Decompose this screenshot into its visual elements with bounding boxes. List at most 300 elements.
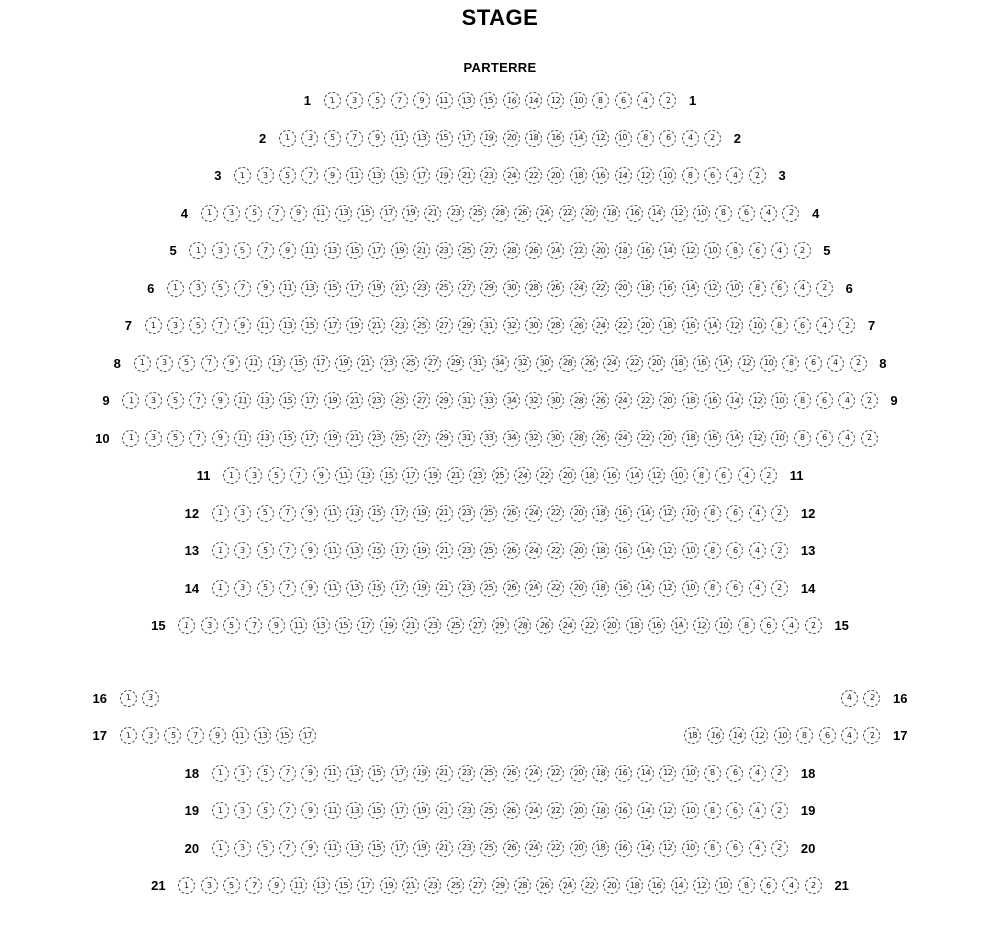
seat[interactable] — [301, 765, 318, 782]
seat[interactable] — [458, 280, 475, 297]
seat[interactable] — [368, 505, 385, 522]
seat[interactable] — [547, 167, 564, 184]
seat[interactable] — [301, 280, 318, 297]
seat[interactable] — [782, 877, 799, 894]
seat[interactable] — [704, 392, 721, 409]
seat[interactable] — [346, 280, 363, 297]
seat[interactable] — [738, 355, 755, 372]
seat[interactable] — [324, 765, 341, 782]
seat[interactable] — [547, 840, 564, 857]
seat[interactable] — [257, 802, 274, 819]
seat[interactable] — [346, 317, 363, 334]
seat[interactable] — [648, 877, 665, 894]
seat[interactable] — [570, 317, 587, 334]
seat[interactable] — [547, 92, 564, 109]
seat[interactable] — [749, 542, 766, 559]
seat[interactable] — [615, 167, 632, 184]
seat[interactable] — [782, 355, 799, 372]
seat[interactable] — [189, 242, 206, 259]
seat[interactable] — [682, 505, 699, 522]
seat[interactable] — [257, 392, 274, 409]
seat[interactable] — [145, 317, 162, 334]
seat[interactable] — [704, 542, 721, 559]
seat[interactable] — [469, 617, 486, 634]
seat[interactable] — [536, 877, 553, 894]
seat[interactable] — [805, 617, 822, 634]
seat[interactable] — [178, 877, 195, 894]
seat[interactable] — [729, 727, 746, 744]
seat[interactable] — [234, 542, 251, 559]
seat[interactable] — [469, 467, 486, 484]
seat[interactable] — [424, 205, 441, 222]
seat[interactable] — [279, 392, 296, 409]
seat[interactable] — [771, 505, 788, 522]
seat[interactable] — [458, 802, 475, 819]
seat[interactable] — [368, 280, 385, 297]
seat[interactable] — [738, 467, 755, 484]
seat[interactable] — [122, 430, 139, 447]
seat[interactable] — [626, 877, 643, 894]
seat[interactable] — [187, 727, 204, 744]
seat[interactable] — [368, 167, 385, 184]
seat[interactable] — [402, 617, 419, 634]
seat[interactable] — [547, 802, 564, 819]
seat[interactable] — [324, 580, 341, 597]
seat[interactable] — [760, 355, 777, 372]
seat[interactable] — [458, 430, 475, 447]
seat[interactable] — [715, 877, 732, 894]
seat[interactable] — [749, 392, 766, 409]
seat[interactable] — [313, 617, 330, 634]
seat[interactable] — [659, 130, 676, 147]
seat[interactable] — [212, 765, 229, 782]
seat[interactable] — [503, 167, 520, 184]
seat[interactable] — [682, 242, 699, 259]
seat[interactable] — [324, 280, 341, 297]
seat[interactable] — [525, 317, 542, 334]
seat[interactable] — [637, 92, 654, 109]
seat[interactable] — [480, 802, 497, 819]
seat[interactable] — [838, 430, 855, 447]
seat[interactable] — [794, 242, 811, 259]
seat[interactable] — [816, 317, 833, 334]
seat[interactable] — [514, 467, 531, 484]
seat[interactable] — [299, 727, 316, 744]
seat[interactable] — [682, 430, 699, 447]
seat[interactable] — [413, 580, 430, 597]
seat[interactable] — [693, 205, 710, 222]
seat[interactable] — [704, 242, 721, 259]
seat[interactable] — [424, 877, 441, 894]
seat[interactable] — [615, 505, 632, 522]
seat[interactable] — [525, 505, 542, 522]
seat[interactable] — [436, 130, 453, 147]
seat[interactable] — [279, 840, 296, 857]
seat[interactable] — [525, 167, 542, 184]
seat[interactable] — [234, 430, 251, 447]
seat[interactable] — [368, 580, 385, 597]
seat[interactable] — [503, 505, 520, 522]
seat[interactable] — [749, 802, 766, 819]
seat[interactable] — [458, 840, 475, 857]
seat[interactable] — [603, 617, 620, 634]
seat[interactable] — [368, 130, 385, 147]
seat[interactable] — [413, 840, 430, 857]
seat[interactable] — [346, 392, 363, 409]
seat[interactable] — [313, 877, 330, 894]
seat[interactable] — [234, 392, 251, 409]
seat[interactable] — [469, 355, 486, 372]
seat[interactable] — [726, 505, 743, 522]
seat[interactable] — [850, 355, 867, 372]
seat[interactable] — [648, 205, 665, 222]
seat[interactable] — [458, 92, 475, 109]
seat[interactable] — [458, 765, 475, 782]
seat[interactable] — [682, 580, 699, 597]
seat[interactable] — [693, 467, 710, 484]
seat[interactable] — [671, 877, 688, 894]
seat[interactable] — [324, 167, 341, 184]
seat[interactable] — [503, 580, 520, 597]
seat[interactable] — [547, 505, 564, 522]
seat[interactable] — [592, 580, 609, 597]
seat[interactable] — [715, 467, 732, 484]
seat[interactable] — [290, 205, 307, 222]
seat[interactable] — [279, 802, 296, 819]
seat[interactable] — [682, 280, 699, 297]
seat[interactable] — [637, 167, 654, 184]
seat[interactable] — [189, 317, 206, 334]
seat[interactable] — [559, 355, 576, 372]
seat[interactable] — [424, 355, 441, 372]
seat[interactable] — [480, 542, 497, 559]
seat[interactable] — [492, 355, 509, 372]
seat[interactable] — [525, 802, 542, 819]
seat[interactable] — [391, 580, 408, 597]
seat[interactable] — [413, 280, 430, 297]
seat[interactable] — [492, 617, 509, 634]
seat[interactable] — [301, 840, 318, 857]
seat[interactable] — [503, 765, 520, 782]
seat[interactable] — [637, 242, 654, 259]
seat[interactable] — [413, 802, 430, 819]
seat[interactable] — [223, 467, 240, 484]
seat[interactable] — [615, 92, 632, 109]
seat[interactable] — [659, 840, 676, 857]
seat[interactable] — [570, 392, 587, 409]
seat[interactable] — [659, 242, 676, 259]
seat[interactable] — [841, 727, 858, 744]
seat[interactable] — [212, 392, 229, 409]
seat[interactable] — [391, 280, 408, 297]
seat[interactable] — [637, 280, 654, 297]
seat[interactable] — [671, 355, 688, 372]
seat[interactable] — [234, 167, 251, 184]
seat[interactable] — [525, 430, 542, 447]
seat[interactable] — [142, 690, 159, 707]
seat[interactable] — [603, 877, 620, 894]
seat[interactable] — [749, 242, 766, 259]
seat[interactable] — [368, 242, 385, 259]
seat[interactable] — [603, 355, 620, 372]
seat[interactable] — [547, 542, 564, 559]
seat[interactable] — [368, 840, 385, 857]
seat[interactable] — [684, 727, 701, 744]
seat[interactable] — [671, 467, 688, 484]
seat[interactable] — [436, 542, 453, 559]
seat[interactable] — [254, 727, 271, 744]
seat[interactable] — [592, 765, 609, 782]
seat[interactable] — [368, 392, 385, 409]
seat[interactable] — [682, 802, 699, 819]
seat[interactable] — [525, 242, 542, 259]
seat[interactable] — [368, 542, 385, 559]
seat[interactable] — [301, 580, 318, 597]
seat[interactable] — [346, 430, 363, 447]
seat[interactable] — [615, 317, 632, 334]
seat[interactable] — [659, 280, 676, 297]
seat[interactable] — [771, 542, 788, 559]
seat[interactable] — [760, 467, 777, 484]
seat[interactable] — [380, 617, 397, 634]
seat[interactable] — [819, 727, 836, 744]
seat[interactable] — [536, 467, 553, 484]
seat[interactable] — [581, 355, 598, 372]
seat[interactable] — [335, 877, 352, 894]
seat[interactable] — [279, 167, 296, 184]
seat[interactable] — [547, 430, 564, 447]
seat[interactable] — [503, 840, 520, 857]
seat[interactable] — [279, 505, 296, 522]
seat[interactable] — [234, 802, 251, 819]
seat[interactable] — [257, 317, 274, 334]
seat[interactable] — [615, 840, 632, 857]
seat[interactable] — [234, 505, 251, 522]
seat[interactable] — [346, 802, 363, 819]
seat[interactable] — [458, 317, 475, 334]
seat[interactable] — [368, 317, 385, 334]
seat[interactable] — [458, 242, 475, 259]
seat[interactable] — [413, 430, 430, 447]
seat[interactable] — [592, 392, 609, 409]
seat[interactable] — [402, 467, 419, 484]
seat[interactable] — [436, 580, 453, 597]
seat[interactable] — [626, 467, 643, 484]
seat[interactable] — [749, 280, 766, 297]
seat[interactable] — [436, 242, 453, 259]
seat[interactable] — [436, 392, 453, 409]
seat[interactable] — [503, 802, 520, 819]
seat[interactable] — [301, 130, 318, 147]
seat[interactable] — [861, 392, 878, 409]
seat[interactable] — [164, 727, 181, 744]
seat[interactable] — [838, 317, 855, 334]
seat[interactable] — [279, 280, 296, 297]
seat[interactable] — [357, 205, 374, 222]
seat[interactable] — [760, 617, 777, 634]
seat[interactable] — [503, 430, 520, 447]
seat[interactable] — [324, 802, 341, 819]
seat[interactable] — [313, 355, 330, 372]
seat[interactable] — [592, 505, 609, 522]
seat[interactable] — [547, 130, 564, 147]
seat[interactable] — [570, 280, 587, 297]
seat[interactable] — [659, 542, 676, 559]
seat[interactable] — [726, 242, 743, 259]
seat[interactable] — [615, 580, 632, 597]
seat[interactable] — [704, 802, 721, 819]
seat[interactable] — [301, 167, 318, 184]
seat[interactable] — [458, 580, 475, 597]
seat[interactable] — [615, 802, 632, 819]
seat[interactable] — [201, 877, 218, 894]
seat[interactable] — [257, 765, 274, 782]
seat[interactable] — [704, 130, 721, 147]
seat[interactable] — [480, 505, 497, 522]
seat[interactable] — [547, 242, 564, 259]
seat[interactable] — [245, 877, 262, 894]
seat[interactable] — [368, 92, 385, 109]
seat[interactable] — [592, 802, 609, 819]
seat[interactable] — [257, 840, 274, 857]
seat[interactable] — [671, 617, 688, 634]
seat[interactable] — [592, 430, 609, 447]
seat[interactable] — [805, 877, 822, 894]
seat[interactable] — [704, 280, 721, 297]
seat[interactable] — [704, 317, 721, 334]
seat[interactable] — [279, 765, 296, 782]
seat[interactable] — [268, 877, 285, 894]
seat[interactable] — [749, 505, 766, 522]
seat[interactable] — [447, 205, 464, 222]
seat[interactable] — [704, 580, 721, 597]
seat[interactable] — [774, 727, 791, 744]
seat[interactable] — [503, 542, 520, 559]
seat[interactable] — [525, 765, 542, 782]
seat[interactable] — [436, 802, 453, 819]
seat[interactable] — [268, 205, 285, 222]
seat[interactable] — [796, 727, 813, 744]
seat[interactable] — [707, 727, 724, 744]
seat[interactable] — [503, 280, 520, 297]
seat[interactable] — [257, 580, 274, 597]
seat[interactable] — [223, 205, 240, 222]
seat[interactable] — [480, 280, 497, 297]
seat[interactable] — [189, 392, 206, 409]
seat[interactable] — [570, 580, 587, 597]
seat[interactable] — [726, 430, 743, 447]
seat[interactable] — [514, 355, 531, 372]
seat[interactable] — [704, 765, 721, 782]
seat[interactable] — [436, 92, 453, 109]
seat[interactable] — [626, 355, 643, 372]
seat[interactable] — [324, 542, 341, 559]
seat[interactable] — [659, 392, 676, 409]
seat[interactable] — [380, 467, 397, 484]
seat[interactable] — [357, 617, 374, 634]
seat[interactable] — [480, 580, 497, 597]
seat[interactable] — [201, 617, 218, 634]
seat[interactable] — [436, 280, 453, 297]
seat[interactable] — [301, 392, 318, 409]
seat[interactable] — [738, 877, 755, 894]
seat[interactable] — [637, 392, 654, 409]
seat[interactable] — [570, 430, 587, 447]
seat[interactable] — [704, 840, 721, 857]
seat[interactable] — [570, 542, 587, 559]
seat[interactable] — [413, 392, 430, 409]
seat[interactable] — [659, 802, 676, 819]
seat[interactable] — [276, 727, 293, 744]
seat[interactable] — [570, 802, 587, 819]
seat[interactable] — [570, 840, 587, 857]
seat[interactable] — [380, 355, 397, 372]
seat[interactable] — [257, 430, 274, 447]
seat[interactable] — [447, 467, 464, 484]
seat[interactable] — [525, 130, 542, 147]
seat[interactable] — [234, 317, 251, 334]
seat[interactable] — [436, 317, 453, 334]
seat[interactable] — [346, 765, 363, 782]
seat[interactable] — [480, 317, 497, 334]
seat[interactable] — [671, 205, 688, 222]
seat[interactable] — [458, 130, 475, 147]
seat[interactable] — [693, 355, 710, 372]
seat[interactable] — [693, 617, 710, 634]
seat[interactable] — [782, 617, 799, 634]
seat[interactable] — [346, 92, 363, 109]
seat[interactable] — [413, 542, 430, 559]
seat[interactable] — [615, 280, 632, 297]
seat[interactable] — [514, 877, 531, 894]
seat[interactable] — [279, 580, 296, 597]
seat[interactable] — [257, 542, 274, 559]
seat[interactable] — [167, 430, 184, 447]
seat[interactable] — [726, 317, 743, 334]
seat[interactable] — [863, 727, 880, 744]
seat[interactable] — [503, 130, 520, 147]
seat[interactable] — [592, 167, 609, 184]
seat[interactable] — [234, 765, 251, 782]
seat[interactable] — [313, 205, 330, 222]
seat[interactable] — [145, 430, 162, 447]
seat[interactable] — [413, 130, 430, 147]
seat[interactable] — [749, 840, 766, 857]
seat[interactable] — [749, 167, 766, 184]
seat[interactable] — [447, 617, 464, 634]
seat[interactable] — [436, 840, 453, 857]
seat[interactable] — [391, 430, 408, 447]
seat[interactable] — [156, 355, 173, 372]
seat[interactable] — [134, 355, 151, 372]
seat[interactable] — [659, 765, 676, 782]
seat[interactable] — [279, 130, 296, 147]
seat[interactable] — [301, 242, 318, 259]
seat[interactable] — [570, 242, 587, 259]
seat[interactable] — [771, 280, 788, 297]
seat[interactable] — [436, 765, 453, 782]
seat[interactable] — [223, 877, 240, 894]
seat[interactable] — [592, 542, 609, 559]
seat[interactable] — [436, 167, 453, 184]
seat[interactable] — [637, 430, 654, 447]
seat[interactable] — [749, 430, 766, 447]
seat[interactable] — [223, 617, 240, 634]
seat[interactable] — [682, 840, 699, 857]
seat[interactable] — [346, 242, 363, 259]
seat[interactable] — [771, 840, 788, 857]
seat[interactable] — [212, 542, 229, 559]
